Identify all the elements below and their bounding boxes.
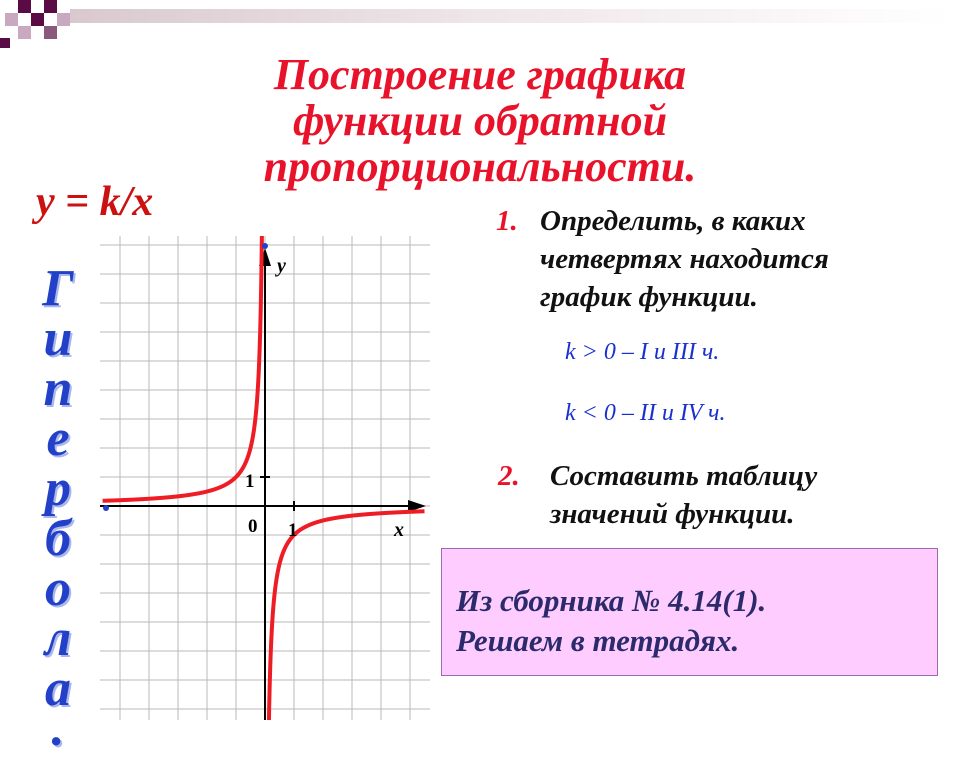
case-k-positive: k > 0 – I и III ч. (565, 339, 720, 365)
vertical-letter: б (45, 510, 71, 567)
slide-title (200, 52, 760, 190)
step-1-number: 1. (496, 205, 518, 237)
step-1-line: график функции. (540, 281, 758, 313)
vertical-letter: л (44, 610, 72, 667)
hyperbola-branch-fourth-quarter (266, 511, 424, 720)
corner-decoration (0, 0, 80, 52)
vertical-letter: е (46, 410, 70, 467)
y-axis-label: y (277, 255, 286, 277)
step-2-line: значений функции. (550, 498, 795, 530)
vertical-letter: р (45, 460, 71, 517)
origin-label: 0 (248, 516, 258, 537)
vertical-letter: и (43, 310, 73, 367)
vertical-letter: Г (42, 260, 74, 317)
step-1-line: четвертях находится (540, 243, 829, 275)
case-k-negative: k < 0 – II и IV ч. (565, 400, 726, 426)
step-1-line: Определить, в каких (540, 205, 806, 237)
vertical-letter: а (45, 660, 71, 717)
vertical-letter: . (51, 700, 65, 757)
hyperbola-graph (100, 236, 430, 720)
vertical-letter: п (43, 360, 73, 417)
step-2-line: Составить таблицу (550, 460, 818, 492)
step-1 (496, 202, 960, 316)
step-2 (498, 457, 958, 533)
step-2-number: 2. (498, 460, 520, 492)
homework-note-box (441, 548, 938, 676)
title-line: пропорциональности. (263, 142, 697, 191)
vertical-letter: о (45, 560, 71, 617)
x-axis-label: x (394, 519, 404, 541)
vertical-word-hyperbola (28, 260, 88, 757)
hyperbola-branch-third-quarter (103, 236, 264, 501)
top-decorative-bar (70, 9, 950, 23)
y-tick-label: 1 (245, 471, 255, 492)
note-line: Решаем в тетрадях. (456, 623, 740, 658)
title-line: функции обратной (292, 96, 668, 145)
title-line: Построение графика (273, 50, 687, 99)
x-tick-label: 1 (288, 520, 298, 541)
function-formula: y = k/x (36, 179, 154, 225)
note-line: Из сборника № 4.14(1). (456, 583, 767, 618)
